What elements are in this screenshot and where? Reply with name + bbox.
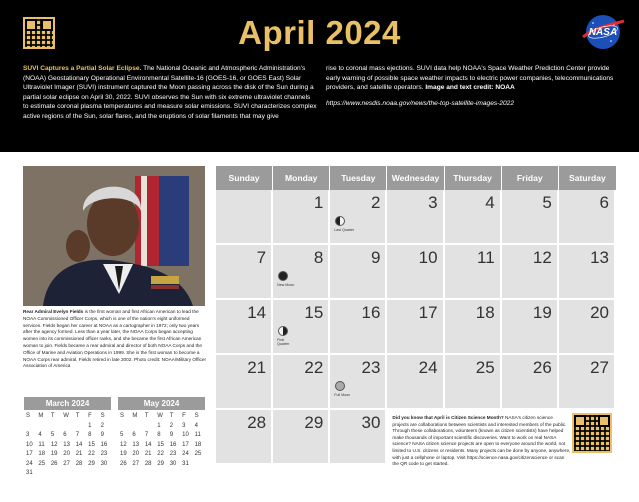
image-credit: Image and text credit: NOAA <box>425 84 515 92</box>
day-number: 5 <box>542 193 552 212</box>
day-number: 20 <box>590 303 609 322</box>
day-number: 23 <box>361 358 381 377</box>
day-number: 14 <box>247 303 267 322</box>
day-number: 7 <box>256 248 267 267</box>
weekday-sunday: Sunday <box>216 166 273 190</box>
mini-day: 12 <box>50 441 58 448</box>
weekday-monday: Monday <box>273 166 330 190</box>
mini-day <box>86 469 98 479</box>
day-cell[interactable] <box>445 245 502 300</box>
mini-calendar-title: March 2024 <box>24 397 111 410</box>
mini-weekday-label: W <box>157 413 163 419</box>
description-title: SUVI Captures a Partial Solar Eclipse. <box>23 65 142 72</box>
moon-phase-label: New Moon <box>277 283 295 287</box>
mini-weekday-label: S <box>194 413 199 419</box>
mini-day <box>61 469 73 479</box>
mini-day: 26 <box>50 460 58 467</box>
mini-day: 28 <box>144 460 152 467</box>
day-number: 15 <box>304 303 324 322</box>
mini-day: 3 <box>26 432 30 438</box>
mini-weekday-label: T <box>144 413 149 419</box>
mini-weekday-label: F <box>182 413 186 419</box>
moon-phase-label: First Quarter <box>277 338 290 347</box>
mini-day: 8 <box>157 432 161 438</box>
day-cell[interactable] <box>273 245 330 300</box>
weekday-header <box>216 166 616 190</box>
mini-day: 29 <box>88 460 95 467</box>
day-number: 13 <box>590 248 609 267</box>
day-cell[interactable] <box>559 245 616 300</box>
mini-day: 25 <box>38 460 46 467</box>
mini-day: 2 <box>169 422 174 429</box>
mini-weekday-label: T <box>50 413 55 419</box>
mini-day <box>118 422 130 432</box>
day-cell[interactable] <box>330 300 387 355</box>
mini-day <box>193 460 205 470</box>
day-number: 18 <box>475 303 495 322</box>
day-cell[interactable] <box>330 410 387 465</box>
mini-weekday-label: W <box>63 413 69 419</box>
day-number: 12 <box>532 248 552 267</box>
mini-day: 18 <box>38 451 46 457</box>
mini-day: 3 <box>182 422 186 429</box>
header-banner <box>0 0 639 152</box>
day-cell[interactable] <box>502 190 559 245</box>
mini-day: 14 <box>75 441 83 448</box>
day-cell[interactable] <box>273 355 330 410</box>
mini-day: 8 <box>88 432 92 438</box>
mini-day: 26 <box>120 460 127 467</box>
mini-day: 27 <box>132 460 140 467</box>
mini-day <box>36 422 48 432</box>
day-cell[interactable] <box>216 355 273 410</box>
day-cell[interactable] <box>502 245 559 300</box>
mini-day <box>36 469 48 479</box>
day-cell[interactable] <box>273 190 330 245</box>
description-text-left: The National Oceanic and Atmospheric Administration's (NOAA) Geostationary Operational Environmental Satellite-16 (GOES-16, or GOES East) Solar Ultraviolet Imager (SUVI) instrument captured the Moon passing across the disk of the Sun during a partial solar eclipse on April 30, 2022. SUVI observes the Sun with six extreme ultraviolet channels to estimate coronal plasma temperatures and measure solar emissions. SUVI characterizes complex active regions of the Sun, solar flares, and the eruptions of solar filaments that may give <box>23 65 317 120</box>
mini-day: 22 <box>157 451 164 457</box>
mini-day <box>49 469 61 479</box>
mini-day <box>130 422 142 432</box>
day-number: 9 <box>370 248 381 267</box>
mini-day: 15 <box>157 441 164 448</box>
day-cell[interactable] <box>216 300 273 355</box>
mini-weekday-label: F <box>88 413 92 419</box>
portrait-photo <box>23 166 205 306</box>
mini-weekday-label: S <box>120 413 125 419</box>
mini-calendar-march <box>24 397 111 479</box>
weekday-wednesday: Wednesday <box>387 166 444 190</box>
mini-day: 17 <box>182 441 189 448</box>
day-cell[interactable] <box>273 410 330 465</box>
weekday-saturday: Saturday <box>569 173 606 183</box>
source-link[interactable]: https://www.nesdis.noaa.gov/news/the-top-satellite-images-2022 <box>326 99 515 107</box>
mini-day: 21 <box>75 451 83 457</box>
note-body: NASA's citizen science projects are collaborations between scientists and interested members of the public. Through these collaborations, volunteers (known as citizen scientists) have helped make thousands of important scientific discoveries. Want to work on real NASA science? NASA citizen science projects are open to everyone around the world, not limited to U.S. citizens or residents. Many projects can be done by anyone, anywhere, with just a cellphone or laptop. Visit https://science.nasa.gov/citizenscience or scan the QR code to get started. <box>392 415 571 467</box>
day-cell[interactable] <box>216 410 273 465</box>
day-cell[interactable] <box>387 300 444 355</box>
mini-day: 1 <box>88 422 92 429</box>
mini-day: 20 <box>132 451 140 457</box>
day-cell[interactable] <box>216 245 273 300</box>
day-cell[interactable] <box>559 300 616 355</box>
day-number: 19 <box>532 303 552 322</box>
day-number: 29 <box>304 413 324 432</box>
mini-calendar-title: May 2024 <box>118 397 205 410</box>
mini-day: 9 <box>100 432 104 438</box>
day-cell[interactable] <box>445 355 502 410</box>
description-left <box>23 64 317 122</box>
nasa-logo-icon <box>581 13 625 51</box>
weekday-tuesday: Tuesday <box>330 166 387 190</box>
mini-day <box>24 422 36 432</box>
mini-day: 31 <box>182 460 189 467</box>
mini-weekday-label: S <box>26 413 31 419</box>
mini-weekday-label: T <box>169 413 174 419</box>
mini-day: 5 <box>120 432 124 438</box>
moon-phase-icon <box>335 216 345 226</box>
day-cell[interactable] <box>387 190 444 245</box>
mini-day: 5 <box>50 432 55 438</box>
qr-code-icon[interactable] <box>572 413 612 453</box>
day-number: 3 <box>428 193 438 212</box>
mini-day: 4 <box>38 432 42 438</box>
mini-day: 11 <box>38 441 45 448</box>
mini-day: 9 <box>169 432 174 438</box>
weekday-friday: Friday <box>502 166 559 190</box>
mini-day: 27 <box>63 460 70 467</box>
day-cell[interactable] <box>502 355 559 410</box>
day-cell[interactable] <box>330 245 387 300</box>
note-title: Did you know that April is Citizen Science Month? <box>392 415 504 420</box>
day-number: 24 <box>418 358 438 377</box>
mini-day: 30 <box>169 460 177 467</box>
month-calendar <box>216 166 616 466</box>
mini-day: 25 <box>194 451 202 457</box>
mini-day: 23 <box>169 451 177 457</box>
day-number: 16 <box>361 303 381 322</box>
mini-day: 16 <box>100 441 108 448</box>
caption-name: Rear Admiral Evelyn Fields <box>23 309 84 314</box>
day-number: 4 <box>485 193 495 212</box>
weekday-thursday: Thursday <box>445 166 502 190</box>
moon-phase-label: Full Moon <box>334 393 351 397</box>
mini-day <box>74 469 86 479</box>
day-number: 11 <box>477 248 495 267</box>
day-cell[interactable] <box>387 245 444 300</box>
day-number: 26 <box>532 358 552 377</box>
day-number: 10 <box>418 248 438 267</box>
day-cell[interactable] <box>330 190 387 245</box>
mini-day <box>74 422 86 432</box>
mini-day: 1 <box>157 422 161 429</box>
nasa-logo-text: NASA <box>588 27 618 38</box>
mini-day: 31 <box>26 470 33 476</box>
mini-weekday-label: T <box>75 413 80 419</box>
day-cell[interactable] <box>559 190 616 245</box>
mini-day: 22 <box>88 451 95 457</box>
mini-weekday-label: M <box>132 413 138 419</box>
mini-weekday-label: S <box>100 413 105 419</box>
moon-phase-icon <box>278 271 288 281</box>
day-number: 25 <box>475 358 495 377</box>
mini-day: 20 <box>63 451 70 457</box>
day-cell[interactable] <box>502 300 559 355</box>
description-text-right: rise to coronal mass ejections. SUVI data help NOAA's Space Weather Prediction Center provide early warning of possible space weather impacts to electric power companies, telecommunications providers, and satellite operators. <box>326 65 614 92</box>
day-number: 28 <box>247 413 267 432</box>
mini-day: 28 <box>75 460 83 467</box>
mini-calendar-grid <box>118 412 205 469</box>
day-number: 21 <box>247 358 267 377</box>
mini-calendar-may <box>118 397 205 469</box>
mini-day: 18 <box>194 441 202 448</box>
mini-weekday-label: M <box>38 413 44 419</box>
description-right <box>326 64 618 108</box>
photo-caption <box>23 309 207 370</box>
moon-phase-icon <box>335 381 345 391</box>
mini-day <box>99 469 111 479</box>
mini-day: 30 <box>100 460 108 467</box>
mini-day <box>49 422 61 432</box>
mini-day: 7 <box>144 432 149 438</box>
mini-day: 16 <box>169 441 177 448</box>
day-number: 8 <box>313 248 324 267</box>
mini-day: 15 <box>88 441 95 448</box>
portrait-image <box>23 166 205 306</box>
mini-day: 13 <box>132 441 140 448</box>
day-cell[interactable] <box>273 300 330 355</box>
mini-day: 4 <box>194 422 198 429</box>
day-cell[interactable] <box>330 355 387 410</box>
mini-day <box>143 422 155 432</box>
day-number: 1 <box>313 193 324 212</box>
day-cell[interactable] <box>387 355 444 410</box>
mini-day: 21 <box>144 451 152 457</box>
calendar-grid <box>216 190 616 465</box>
day-number: 27 <box>590 358 609 377</box>
page-title: April 2024 <box>238 14 401 51</box>
mini-day <box>61 422 73 432</box>
note-text <box>392 415 570 468</box>
day-number: 30 <box>361 413 381 432</box>
mini-calendar-grid <box>24 412 111 479</box>
day-cell[interactable] <box>445 300 502 355</box>
mini-day: 14 <box>144 441 152 448</box>
mini-day: 12 <box>120 441 127 448</box>
mini-day: 11 <box>194 432 201 438</box>
mini-day: 29 <box>157 460 164 467</box>
caption-text: is the first woman and first African American to lead the NOAA Commissioned Officer Corps, which is one of the nation's eight uniformed services. Fields began her career at NOAA as a cartographer in 1972; only two years after the agency formed. Less than a year later, the NOAA Corps began accepting women into its commissioned officer ranks, and she became the first African American woman to join. Fields became a rear admiral and director of both NOAA Corps and the Office of Marine and Aviation Operations in 1999. She is the first woman to become a NOAA Corps rear admiral. Fields retired in late 2002. Photo credit: NOAA/Military Officer Association of America <box>23 309 207 369</box>
mini-day: 2 <box>100 422 104 429</box>
mini-day: 10 <box>26 441 33 448</box>
mini-day: 23 <box>100 451 108 457</box>
day-number: 2 <box>370 193 381 212</box>
day-cell[interactable] <box>559 355 616 410</box>
day-number: 22 <box>304 358 324 377</box>
mini-day: 7 <box>75 432 80 438</box>
mini-day: 17 <box>26 451 33 457</box>
mini-day: 19 <box>120 451 127 457</box>
moon-phase-icon <box>278 326 288 336</box>
mini-day: 10 <box>182 432 189 438</box>
mini-day: 19 <box>50 451 58 457</box>
mini-day: 24 <box>182 451 189 457</box>
day-number: 6 <box>599 193 609 212</box>
empty-day-cell <box>216 190 273 245</box>
moon-phase-label: Last Quarter <box>334 228 355 232</box>
mini-day: 24 <box>26 460 33 467</box>
mini-day: 13 <box>63 441 70 448</box>
mini-day: 6 <box>132 432 136 438</box>
mini-day: 6 <box>63 432 67 438</box>
day-number: 17 <box>418 303 438 322</box>
day-cell[interactable] <box>445 190 502 245</box>
